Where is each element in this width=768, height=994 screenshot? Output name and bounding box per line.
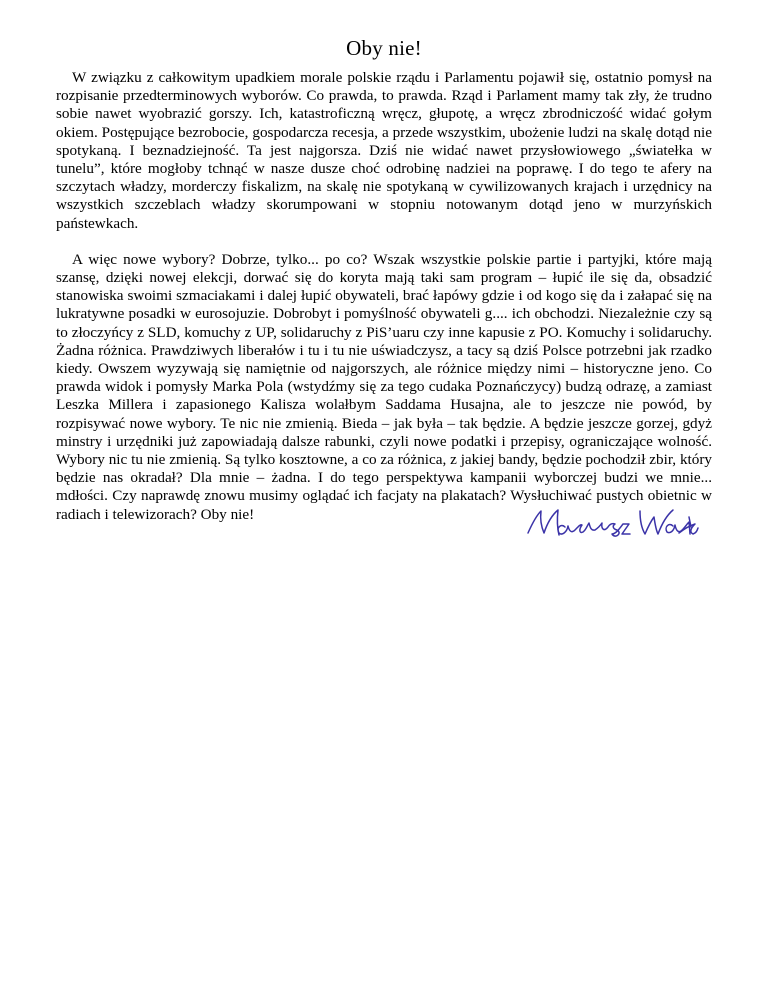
paragraph-1: W związku z całkowitym upadkiem morale polskie rządu i Parlamentu pojawił się, ostatnio pomysł na rozpisanie przedterminowych wyborów. Co prawda, to prawda. Rząd i Parlament mamy tak zły, że trudno sobie nawet wyobrazić gorszy. Ich, katastroficzną wręcz, głupotę, a wręcz zbrodniczość widać gołym okiem. Postępujące bezrobocie, gospodarcza recesja, a przede wszystkim, ubożenie ludzi na skalę dotąd nie spotykaną. I beznadziejność. Ta jest najgorsza. Dziś nie widać nawet przysłowiowego „światełka w tunelu”, które mogłoby tchnąć w nasze dusze choć odrobinę nadziei na poprawę. I do tego te afery na szczytach władzy, morderczy fiskalizm, na skalę nie spotykaną w cywilizowanych krajach i urzędnicy na wszystkich szczeblach władzy skorumpowani w stopniu notowanym dotąd jeno w murzyńskich państewkach.	[56, 69, 712, 232]
document-title: Oby nie!	[346, 36, 422, 60]
signature-drawing	[519, 503, 699, 547]
paragraph-2: A więc nowe wybory? Dobrze, tylko... po co? Wszak wszystkie polskie partie i partyjki, które mają szansę, dzięki nowej elekcji, dorwać się do koryta mają taki sam program – łupić ile się da, obsadzić stanowiska swoimi szmaciakami i dalej łupić obywateli, brać łapówy gdzie i od kogo się da i załapać się na lukratywne posadki w eurosojuzie. Dobrobyt i pomyślność obywateli g.... ich obchodzi. Niezależnie czy są to złoczyńcy z SLD, komuchy z UP, solidaruchy z PiS’uaru czy inne kapusie z PO. Komuchy i solidaruchy. Żadna różnica. Prawdziwych liberałów i tu i tu nie uświadczysz, a tacy są dziś Polsce potrzebni jak rzadko kiedy. Owszem wyzywają się namiętnie od najgorszych, ale różnice między nimi – historyczne jeno. Co prawda widok i pomysły Marka Pola (wstydźmy się za tego cudaka Poznańczycy) budzą odrazę, a zamiast Leszka Millera i zapasionego Kalisza wolałbym Saddama Husajna, ale to jeszcze nie powód, by rozpisywać nowe wybory. Te nic nie zmienią. Bieda – jak była – tak będzie. A będzie jeszcze gorzej, gdyż minstry i urzędniki już zapowiadają dalsze rabunki, czyli nowe podatki i przepisy, ograniczające wolność. Wybory nic tu nie zmienią. Są tylko kosztowne, a co za różnica, z jakiej bandy, będzie pochodził zbir, który będzie nas okradał? Dla mnie – żadna. I do tego perspektywa kampanii wyborczej budzi we mnie... mdłości. Czy naprawdę znowu musimy oglądać ich facjaty na plakatach? Wysłuchiwać pustych obietnic w radiach i telewizorach? Oby nie!	[56, 250, 712, 523]
document-body	[56, 69, 712, 524]
handwritten-signature	[519, 503, 699, 547]
document-page	[56, 0, 712, 524]
